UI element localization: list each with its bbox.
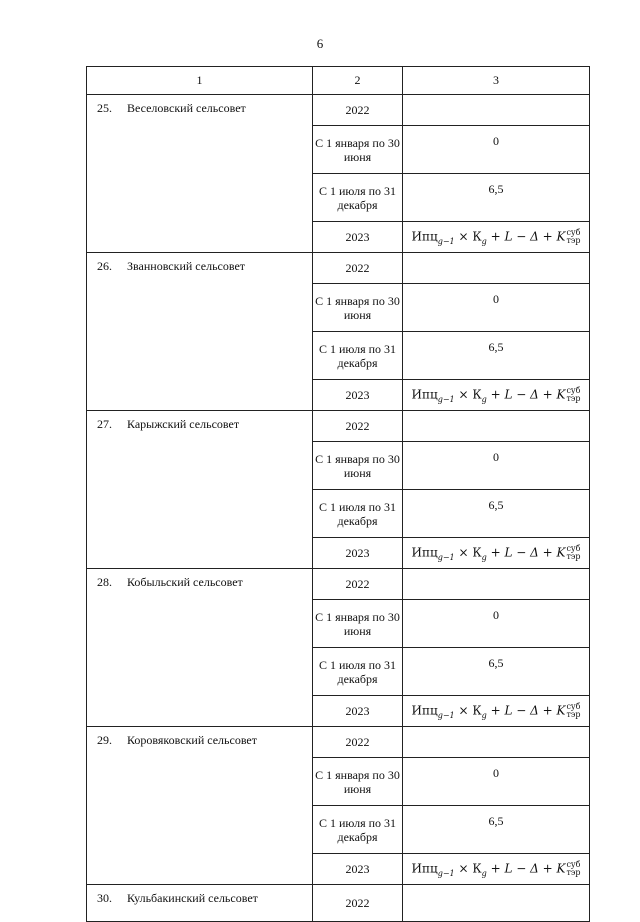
table-row [87, 569, 590, 600]
formula-kb: K [556, 703, 566, 718]
council-number: 29. [97, 733, 112, 747]
council-name: Кобыльский сельсовет [127, 575, 243, 589]
table-row [87, 885, 590, 922]
header-col-2: 2 [313, 67, 403, 95]
formula-k-sub: g [481, 552, 487, 562]
formula-mult: × [458, 703, 469, 718]
formula-kb-sup: суб [566, 543, 581, 553]
council-number: 25. [97, 101, 112, 115]
period-cell: С 1 января по 30 июня [313, 126, 403, 174]
formula-mult: × [458, 387, 469, 402]
period-cell: 2023 [313, 696, 403, 727]
period-cell: 2022 [313, 569, 403, 600]
tariff-value [403, 885, 590, 922]
council-name: Кульбакинский сельсовет [127, 891, 258, 905]
formula-mult: × [458, 545, 469, 560]
period-cell: 2022 [313, 411, 403, 442]
formula-kb-sup: суб [566, 227, 581, 237]
tariff-value: 6,5 [403, 806, 590, 854]
header-row [87, 67, 590, 95]
tariff-value: 0 [403, 758, 590, 806]
formula-ipc-sub: g−1 [437, 552, 455, 562]
formula-middle: + L − Δ + [490, 703, 553, 718]
formula-k: К [472, 861, 482, 876]
period-cell: С 1 января по 30 июня [313, 284, 403, 332]
period-cell: 2023 [313, 222, 403, 253]
formula-middle: + L − Δ + [490, 861, 553, 876]
header-col-3: 3 [403, 67, 590, 95]
tariff-value: 6,5 [403, 332, 590, 380]
formula-ipc: Ипц [411, 229, 438, 244]
formula-kb-sub: тэр [566, 235, 581, 245]
tariff-value [403, 569, 590, 600]
period-cell: С 1 июля по 31 декабря [313, 648, 403, 696]
council-name: Карыжский сельсовет [127, 417, 240, 431]
formula-ipc-sub: g−1 [437, 394, 455, 404]
council-name-cell [87, 569, 313, 727]
formula-middle: + L − Δ + [490, 545, 553, 560]
formula-k-sub: g [481, 394, 487, 404]
formula-k: К [472, 387, 482, 402]
period-cell: 2023 [313, 380, 403, 411]
period-cell: 2022 [313, 885, 403, 922]
table-row [87, 411, 590, 442]
tariff-formula [403, 222, 590, 253]
tariff-value: 0 [403, 126, 590, 174]
tariff-value [403, 411, 590, 442]
council-name-cell [87, 253, 313, 411]
period-cell: 2023 [313, 538, 403, 569]
formula-kb-sup: суб [566, 859, 581, 869]
formula-kb-sub: тэр [566, 709, 581, 719]
table-row [87, 253, 590, 284]
tariff-table [86, 66, 590, 922]
period-cell: С 1 июля по 31 декабря [313, 806, 403, 854]
formula-k-sub: g [481, 710, 487, 720]
tariff-value: 6,5 [403, 490, 590, 538]
header-col-1: 1 [87, 67, 313, 95]
council-number: 28. [97, 575, 112, 589]
council-name-cell [87, 411, 313, 569]
tariff-formula [403, 854, 590, 885]
formula-ipc-sub: g−1 [437, 236, 455, 246]
council-name: Коровяковский сельсовет [127, 733, 258, 747]
tariff-value [403, 95, 590, 126]
council-name-cell [87, 727, 313, 885]
period-cell: 2022 [313, 727, 403, 758]
formula-kb-sub: тэр [566, 551, 581, 561]
council-number: 26. [97, 259, 112, 273]
formula-kb: K [556, 545, 566, 560]
formula-ipc-sub: g−1 [437, 710, 455, 720]
formula-k: К [472, 229, 482, 244]
tariff-value: 0 [403, 442, 590, 490]
period-cell: С 1 июля по 31 декабря [313, 174, 403, 222]
formula-middle: + L − Δ + [490, 387, 553, 402]
table-body [87, 95, 590, 922]
tariff-value [403, 253, 590, 284]
period-cell: 2022 [313, 253, 403, 284]
formula-ipc: Ипц [411, 861, 438, 876]
formula-k: К [472, 545, 482, 560]
formula-ipc-sub: g−1 [437, 868, 455, 878]
formula-k: К [472, 703, 482, 718]
council-number: 27. [97, 417, 112, 431]
period-cell: С 1 июля по 31 декабря [313, 490, 403, 538]
page-number: 6 [316, 36, 324, 51]
formula-kb-sup: суб [566, 701, 581, 711]
formula-kb: K [556, 229, 566, 244]
formula-kb: K [556, 861, 566, 876]
tariff-value: 6,5 [403, 648, 590, 696]
period-cell: С 1 января по 30 июня [313, 442, 403, 490]
tariff-value: 6,5 [403, 174, 590, 222]
formula-kb-sup: суб [566, 385, 581, 395]
formula-ipc: Ипц [411, 545, 438, 560]
formula-k-sub: g [481, 236, 487, 246]
period-cell: 2023 [313, 854, 403, 885]
formula-kb: K [556, 387, 566, 402]
tariff-formula [403, 696, 590, 727]
tariff-formula [403, 538, 590, 569]
period-cell: С 1 января по 30 июня [313, 758, 403, 806]
council-name-cell [87, 885, 313, 922]
formula-kb-sub: тэр [566, 393, 581, 403]
council-number: 30. [97, 891, 112, 905]
council-name-cell [87, 95, 313, 253]
formula-middle: + L − Δ + [490, 229, 553, 244]
formula-ipc: Ипц [411, 387, 438, 402]
council-name: Званновский сельсовет [127, 259, 246, 273]
table-row [87, 95, 590, 126]
tariff-value: 0 [403, 284, 590, 332]
table-row [87, 727, 590, 758]
tariff-value: 0 [403, 600, 590, 648]
formula-ipc: Ипц [411, 703, 438, 718]
formula-mult: × [458, 861, 469, 876]
tariff-value [403, 727, 590, 758]
period-cell: 2022 [313, 95, 403, 126]
tariff-formula [403, 380, 590, 411]
period-cell: С 1 января по 30 июня [313, 600, 403, 648]
council-name: Веселовский сельсовет [127, 101, 246, 115]
period-cell: С 1 июля по 31 декабря [313, 332, 403, 380]
formula-k-sub: g [481, 868, 487, 878]
formula-kb-sub: тэр [566, 867, 581, 877]
formula-mult: × [458, 229, 469, 244]
